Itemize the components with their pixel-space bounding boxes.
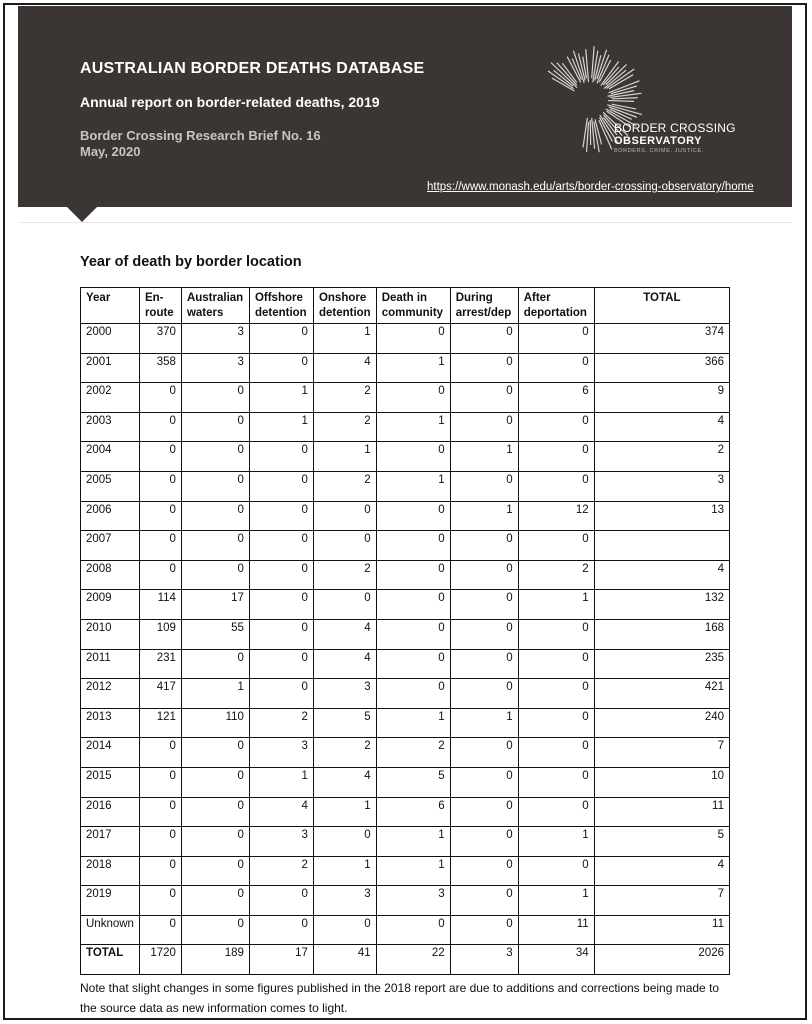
cell-total: 4 (594, 560, 729, 590)
cell-australian-waters: 0 (181, 797, 249, 827)
cell-during-arrest: 0 (450, 324, 518, 354)
cell-en-route: 121 (139, 708, 181, 738)
cell-total (594, 531, 729, 561)
column-header-en-route: En- route (139, 288, 181, 324)
cell-en-route: 0 (139, 471, 181, 501)
cell-en-route: 0 (139, 383, 181, 413)
table-row (81, 915, 730, 945)
cell-en-route: 0 (139, 856, 181, 886)
table-row (81, 353, 730, 383)
cell-total: 168 (594, 619, 729, 649)
cell-australian-waters: 0 (181, 915, 249, 945)
cell-during-arrest: 0 (450, 649, 518, 679)
cell-during-arrest: 0 (450, 383, 518, 413)
cell-total: 2026 (594, 945, 729, 975)
cell-onshore-detention: 4 (313, 353, 376, 383)
cell-offshore-detention: 0 (249, 353, 313, 383)
cell-en-route: 0 (139, 767, 181, 797)
cell-offshore-detention: 0 (249, 679, 313, 709)
cell-onshore-detention: 2 (313, 471, 376, 501)
cell-during-arrest: 0 (450, 353, 518, 383)
cell-total: 11 (594, 915, 729, 945)
cell-year: 2017 (81, 827, 140, 857)
cell-death-in-community: 0 (376, 619, 450, 649)
cell-total: 7 (594, 738, 729, 768)
cell-offshore-detention: 1 (249, 412, 313, 442)
cell-en-route: 0 (139, 531, 181, 561)
cell-australian-waters: 17 (181, 590, 249, 620)
cell-onshore-detention: 2 (313, 738, 376, 768)
cell-after-deportation: 1 (518, 590, 594, 620)
cell-death-in-community: 0 (376, 649, 450, 679)
cell-australian-waters: 0 (181, 383, 249, 413)
cell-australian-waters: 3 (181, 324, 249, 354)
cell-onshore-detention: 0 (313, 827, 376, 857)
logo-ray (612, 98, 638, 99)
cell-total: 9 (594, 383, 729, 413)
cell-year: 2013 (81, 708, 140, 738)
cell-after-deportation: 0 (518, 412, 594, 442)
cell-year: 2002 (81, 383, 140, 413)
cell-total: 3 (594, 471, 729, 501)
cell-onshore-detention: 5 (313, 708, 376, 738)
cell-year: 2010 (81, 619, 140, 649)
cell-onshore-detention: 2 (313, 412, 376, 442)
cell-onshore-detention: 41 (313, 945, 376, 975)
cell-offshore-detention: 0 (249, 324, 313, 354)
cell-total: 4 (594, 856, 729, 886)
cell-offshore-detention: 1 (249, 383, 313, 413)
footnote: Note that slight changes in some figures published in the 2018 report are due to additions and corrections being made to the source data as new information comes to light. (80, 981, 720, 1015)
cell-onshore-detention: 2 (313, 383, 376, 413)
table-row (81, 827, 730, 857)
cell-death-in-community: 22 (376, 945, 450, 975)
cell-en-route: 417 (139, 679, 181, 709)
cell-during-arrest: 0 (450, 738, 518, 768)
cell-australian-waters: 1 (181, 679, 249, 709)
cell-onshore-detention: 0 (313, 915, 376, 945)
banner-notch (66, 206, 98, 222)
cell-onshore-detention: 0 (313, 590, 376, 620)
cell-during-arrest: 0 (450, 767, 518, 797)
cell-australian-waters: 0 (181, 560, 249, 590)
cell-during-arrest: 3 (450, 945, 518, 975)
cell-year: 2019 (81, 886, 140, 916)
cell-offshore-detention: 4 (249, 797, 313, 827)
cell-offshore-detention: 3 (249, 738, 313, 768)
cell-after-deportation: 34 (518, 945, 594, 975)
cell-year: 2003 (81, 412, 140, 442)
cell-total: 132 (594, 590, 729, 620)
cell-during-arrest: 1 (450, 501, 518, 531)
cell-total: 366 (594, 353, 729, 383)
cell-death-in-community: 0 (376, 442, 450, 472)
cell-year: 2015 (81, 767, 140, 797)
cell-after-deportation: 12 (518, 501, 594, 531)
cell-total: 2 (594, 442, 729, 472)
cell-after-deportation: 1 (518, 827, 594, 857)
column-header-australian-waters: Australian waters (181, 288, 249, 324)
cell-total: 240 (594, 708, 729, 738)
section-title: Year of death by border location (80, 254, 302, 270)
cell-offshore-detention: 0 (249, 649, 313, 679)
brief-number: Border Crossing Research Brief No. 16 (80, 128, 321, 143)
cell-en-route: 109 (139, 619, 181, 649)
table-row (81, 590, 730, 620)
cell-en-route: 0 (139, 827, 181, 857)
cell-after-deportation: 0 (518, 324, 594, 354)
cell-australian-waters: 0 (181, 856, 249, 886)
cell-year: 2000 (81, 324, 140, 354)
cell-death-in-community: 0 (376, 679, 450, 709)
cell-onshore-detention: 4 (313, 649, 376, 679)
table-row (81, 856, 730, 886)
cell-after-deportation: 0 (518, 531, 594, 561)
report-subtitle: Annual report on border-related deaths, 2019 (80, 94, 380, 110)
cell-offshore-detention: 2 (249, 708, 313, 738)
cell-australian-waters: 3 (181, 353, 249, 383)
cell-year: 2014 (81, 738, 140, 768)
table-row (81, 442, 730, 472)
report-banner (18, 6, 792, 207)
cell-onshore-detention: 4 (313, 619, 376, 649)
cell-year: 2011 (81, 649, 140, 679)
cell-onshore-detention: 1 (313, 324, 376, 354)
cell-australian-waters: 0 (181, 649, 249, 679)
cell-after-deportation: 6 (518, 383, 594, 413)
table-row (81, 324, 730, 354)
cell-during-arrest: 1 (450, 708, 518, 738)
cell-death-in-community: 1 (376, 708, 450, 738)
cell-after-deportation: 0 (518, 738, 594, 768)
cell-australian-waters: 0 (181, 827, 249, 857)
brief-info (80, 128, 321, 160)
table-body (81, 324, 730, 975)
cell-australian-waters: 0 (181, 442, 249, 472)
cell-after-deportation: 0 (518, 471, 594, 501)
table-row (81, 619, 730, 649)
cell-australian-waters: 55 (181, 619, 249, 649)
cell-offshore-detention: 0 (249, 915, 313, 945)
logo-line-2: OBSERVATORY (614, 135, 703, 147)
cell-australian-waters: 0 (181, 501, 249, 531)
cell-total: 5 (594, 827, 729, 857)
cell-en-route: 0 (139, 560, 181, 590)
table-row (81, 531, 730, 561)
cell-after-deportation: 0 (518, 442, 594, 472)
column-header-during-arrest: During arrest/dep (450, 288, 518, 324)
cell-after-deportation: 0 (518, 619, 594, 649)
cell-after-deportation: 0 (518, 649, 594, 679)
cell-year: 2018 (81, 856, 140, 886)
cell-during-arrest: 1 (450, 442, 518, 472)
cell-death-in-community: 2 (376, 738, 450, 768)
cell-total: 11 (594, 797, 729, 827)
table-row (81, 471, 730, 501)
cell-total: 235 (594, 649, 729, 679)
cell-en-route: 0 (139, 738, 181, 768)
cell-en-route: 0 (139, 915, 181, 945)
cell-after-deportation: 0 (518, 797, 594, 827)
cell-en-route: 0 (139, 442, 181, 472)
cell-offshore-detention: 0 (249, 501, 313, 531)
cell-onshore-detention: 0 (313, 501, 376, 531)
cell-offshore-detention: 0 (249, 619, 313, 649)
observatory-link[interactable]: https://www.monash.edu/arts/border-crossing-observatory/home (427, 181, 754, 193)
cell-total: 10 (594, 767, 729, 797)
cell-australian-waters: 0 (181, 767, 249, 797)
table-row (81, 679, 730, 709)
section-divider (18, 222, 792, 223)
table-row (81, 738, 730, 768)
cell-during-arrest: 0 (450, 827, 518, 857)
cell-death-in-community: 0 (376, 324, 450, 354)
cell-onshore-detention: 3 (313, 886, 376, 916)
cell-offshore-detention: 2 (249, 856, 313, 886)
cell-after-deportation: 0 (518, 856, 594, 886)
cell-en-route: 358 (139, 353, 181, 383)
cell-death-in-community: 0 (376, 501, 450, 531)
cell-onshore-detention: 4 (313, 767, 376, 797)
cell-death-in-community: 1 (376, 856, 450, 886)
table-row (81, 708, 730, 738)
cell-offshore-detention: 3 (249, 827, 313, 857)
cell-year: 2012 (81, 679, 140, 709)
cell-death-in-community: 1 (376, 353, 450, 383)
cell-onshore-detention: 0 (313, 531, 376, 561)
cell-death-in-community: 0 (376, 531, 450, 561)
logo-ray (608, 101, 634, 102)
cell-death-in-community: 0 (376, 915, 450, 945)
cell-after-deportation: 0 (518, 353, 594, 383)
cell-onshore-detention: 1 (313, 797, 376, 827)
cell-during-arrest: 0 (450, 560, 518, 590)
cell-death-in-community: 0 (376, 590, 450, 620)
table-row (81, 412, 730, 442)
cell-en-route: 1720 (139, 945, 181, 975)
cell-offshore-detention: 0 (249, 560, 313, 590)
cell-en-route: 370 (139, 324, 181, 354)
cell-after-deportation: 0 (518, 679, 594, 709)
observatory-logo (614, 121, 736, 154)
cell-australian-waters: 0 (181, 886, 249, 916)
cell-during-arrest: 0 (450, 886, 518, 916)
cell-year: 2007 (81, 531, 140, 561)
cell-during-arrest: 0 (450, 915, 518, 945)
table-row (81, 560, 730, 590)
cell-after-deportation: 2 (518, 560, 594, 590)
cell-australian-waters: 0 (181, 738, 249, 768)
cell-en-route: 0 (139, 886, 181, 916)
cell-year: 2001 (81, 353, 140, 383)
cell-year: 2008 (81, 560, 140, 590)
table-row (81, 886, 730, 916)
cell-offshore-detention: 0 (249, 471, 313, 501)
table-row (81, 383, 730, 413)
cell-year: 2005 (81, 471, 140, 501)
cell-australian-waters: 189 (181, 945, 249, 975)
table-header-row (81, 288, 730, 324)
cell-after-deportation: 11 (518, 915, 594, 945)
cell-total: 374 (594, 324, 729, 354)
cell-during-arrest: 0 (450, 679, 518, 709)
cell-offshore-detention: 1 (249, 767, 313, 797)
cell-year: 2016 (81, 797, 140, 827)
cell-australian-waters: 110 (181, 708, 249, 738)
cell-during-arrest: 0 (450, 797, 518, 827)
cell-after-deportation: 1 (518, 886, 594, 916)
deaths-table (80, 287, 730, 975)
cell-onshore-detention: 2 (313, 560, 376, 590)
cell-en-route: 0 (139, 501, 181, 531)
logo-line-1: BORDER CROSSING (614, 121, 736, 135)
cell-australian-waters: 0 (181, 471, 249, 501)
cell-australian-waters: 0 (181, 531, 249, 561)
cell-total: 4 (594, 412, 729, 442)
cell-death-in-community: 0 (376, 560, 450, 590)
column-header-year: Year (81, 288, 140, 324)
column-header-after-deportation: After deportation (518, 288, 594, 324)
cell-year: 2006 (81, 501, 140, 531)
cell-australian-waters: 0 (181, 412, 249, 442)
cell-en-route: 0 (139, 797, 181, 827)
cell-death-in-community: 3 (376, 886, 450, 916)
cell-year: Unknown (81, 915, 140, 945)
cell-during-arrest: 0 (450, 471, 518, 501)
brief-date: May, 2020 (80, 144, 141, 159)
cell-during-arrest: 0 (450, 590, 518, 620)
cell-death-in-community: 0 (376, 383, 450, 413)
table-row (81, 767, 730, 797)
cell-death-in-community: 6 (376, 797, 450, 827)
cell-en-route: 0 (139, 412, 181, 442)
table-row (81, 649, 730, 679)
table-row (81, 797, 730, 827)
cell-after-deportation: 0 (518, 767, 594, 797)
cell-death-in-community: 1 (376, 471, 450, 501)
logo-ray (587, 122, 589, 152)
cell-death-in-community: 1 (376, 412, 450, 442)
cell-offshore-detention: 0 (249, 886, 313, 916)
column-header-onshore-detention: Onshore detention (313, 288, 376, 324)
cell-onshore-detention: 1 (313, 856, 376, 886)
table-total-row (81, 945, 730, 975)
cell-en-route: 231 (139, 649, 181, 679)
cell-year: 2009 (81, 590, 140, 620)
logo-tagline: BORDERS. CRIME. JUSTICE. (614, 148, 704, 154)
cell-during-arrest: 0 (450, 619, 518, 649)
column-header-offshore-detention: Offshore detention (249, 288, 313, 324)
cell-offshore-detention: 0 (249, 442, 313, 472)
cell-total: 13 (594, 501, 729, 531)
cell-total: 7 (594, 886, 729, 916)
cell-total: 421 (594, 679, 729, 709)
cell-year: TOTAL (81, 945, 140, 975)
cell-during-arrest: 0 (450, 531, 518, 561)
cell-onshore-detention: 3 (313, 679, 376, 709)
table-row (81, 501, 730, 531)
column-header-total: TOTAL (594, 288, 729, 324)
cell-after-deportation: 0 (518, 708, 594, 738)
cell-en-route: 114 (139, 590, 181, 620)
cell-onshore-detention: 1 (313, 442, 376, 472)
cell-during-arrest: 0 (450, 412, 518, 442)
database-title: AUSTRALIAN BORDER DEATHS DATABASE (80, 60, 425, 77)
column-header-death-in-community: Death in community (376, 288, 450, 324)
cell-offshore-detention: 17 (249, 945, 313, 975)
cell-offshore-detention: 0 (249, 531, 313, 561)
cell-year: 2004 (81, 442, 140, 472)
cell-death-in-community: 1 (376, 827, 450, 857)
cell-offshore-detention: 0 (249, 590, 313, 620)
cell-during-arrest: 0 (450, 856, 518, 886)
cell-death-in-community: 5 (376, 767, 450, 797)
